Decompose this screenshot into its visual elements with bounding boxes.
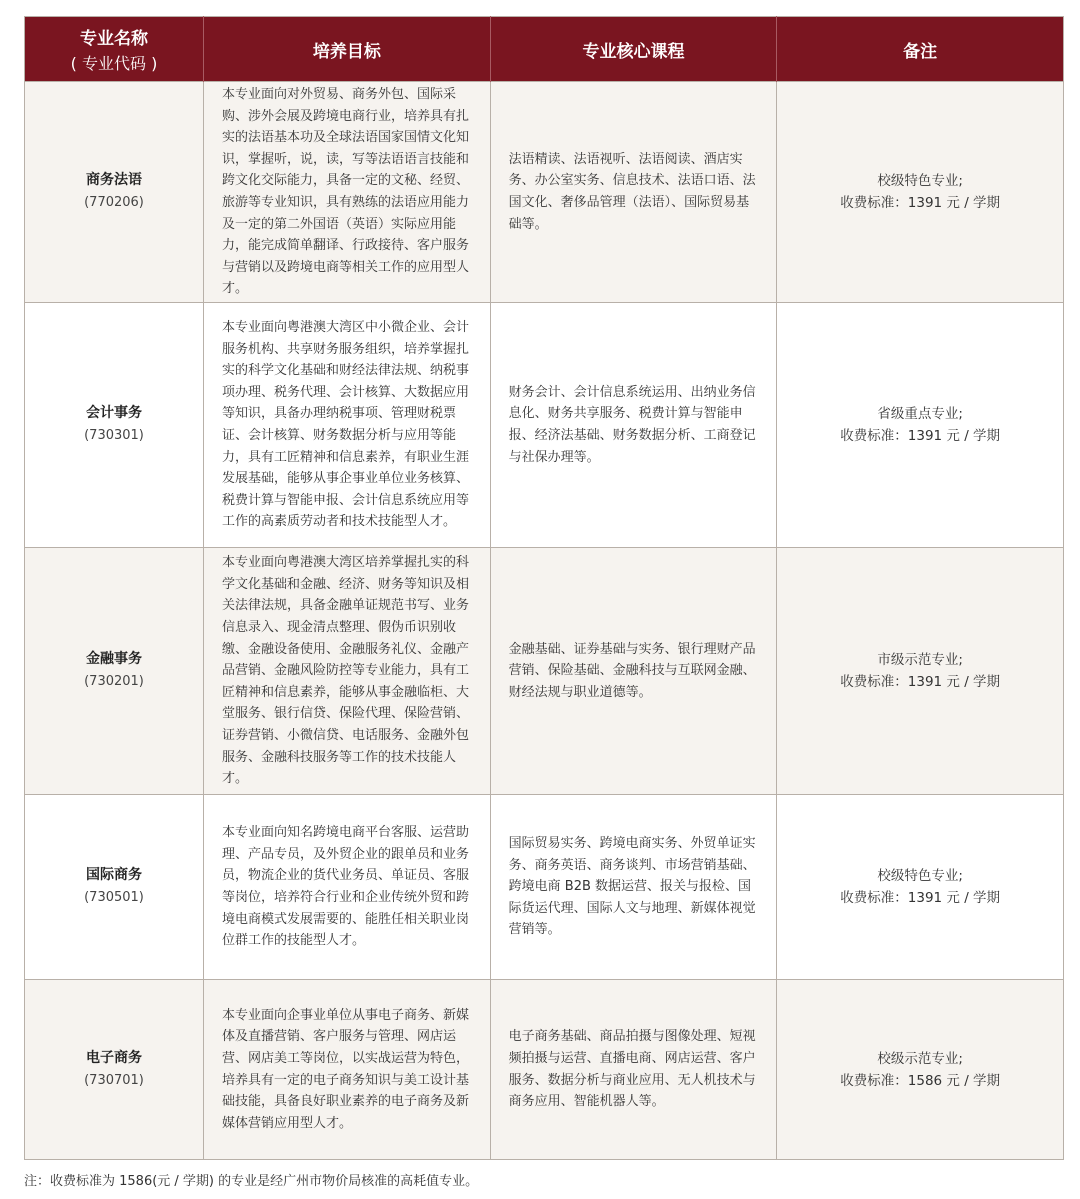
training-goal-text: 本专业面向企事业单位从事电子商务、新媒体及直播营销、客户服务与管理、网店运营、网店美工等岗位，以实战运营为特色，培养具有一定的电子商务知识与美工设计基础技能，具备良好职业素养的电子商务及新媒体营销应用型人才。 xyxy=(204,980,491,1160)
training-goal-text: 本专业面向知名跨境电商平台客服、运营助理、产品专员，及外贸企业的跟单员和业务员，物流企业的货代业务员、单证员、客服等岗位，培养符合行业和企业传统外贸和跨境电商模式发展需要的、能胜任相关职业岗位群工作的技能型人才。 xyxy=(204,795,491,980)
tuition-fee: 收费标准：1391 元 / 学期 xyxy=(840,674,1001,690)
major-level: 校级特色专业; xyxy=(877,173,963,189)
major-code: (730701) xyxy=(84,1072,144,1088)
table-row xyxy=(25,980,1064,1160)
major-code: (730301) xyxy=(84,428,144,443)
tuition-fee: 收费标准：1391 元 / 学期 xyxy=(840,428,1001,444)
major-name: 商务法语 xyxy=(86,172,142,189)
major-cell xyxy=(25,548,204,795)
training-goal-text: 本专业面向粤港澳大湾区中小微企业、会计服务机构、共享财务服务组织，培养掌握扎实的科学文化基础和财经法律法规、纳税事项办理、税务代理、会计核算、大数据应用等知识，具备办理纳税事项、管理财税票证、会计核算、财务数据分析与应用等能力，具有工匠精神和信息素养，有职业生涯发展基础，能够从事企事业单位业务核算、税费计算与智能申报、会计信息系统应用等工作的高素质劳动者和技术技能型人才。 xyxy=(204,303,491,548)
major-cell xyxy=(25,980,204,1160)
major-cell xyxy=(25,303,204,548)
table-row xyxy=(25,303,1064,548)
majors-table-wrapper xyxy=(24,16,1064,1160)
header-major-code-label: ( 专业代码 ) xyxy=(70,54,158,73)
header-major-name xyxy=(25,17,204,82)
major-name: 电子商务 xyxy=(86,1049,142,1066)
tuition-fee: 收费标准：1391 元 / 学期 xyxy=(840,890,1001,906)
header-remarks: 备注 xyxy=(777,17,1064,82)
major-cell xyxy=(25,795,204,980)
table-header-row xyxy=(25,17,1064,82)
header-training-goal: 培养目标 xyxy=(204,17,491,82)
header-major-name-label: 专业名称 xyxy=(80,29,148,49)
remarks-cell xyxy=(777,303,1064,548)
major-level: 市级示范专业; xyxy=(877,652,963,668)
table-row xyxy=(25,795,1064,980)
major-level: 校级示范专业; xyxy=(877,1050,963,1067)
core-courses-text: 法语精读、法语视听、法语阅读、酒店实务、办公室实务、信息技术、法语口语、法国文化、奢侈品管理（法语）、国际贸易基础等。 xyxy=(490,82,777,303)
major-name: 金融事务 xyxy=(86,651,142,668)
core-courses-text: 金融基础、证券基础与实务、银行理财产品营销、保险基础、金融科技与互联网金融、财经法规与职业道德等。 xyxy=(490,548,777,795)
core-courses-text: 财务会计、会计信息系统运用、出纳业务信息化、财务共享服务、税费计算与智能申报、经济法基础、财务数据分析、工商登记与社保办理等。 xyxy=(490,303,777,548)
table-row xyxy=(25,548,1064,795)
major-level: 省级重点专业; xyxy=(877,406,963,422)
training-goal-text: 本专业面向粤港澳大湾区培养掌握扎实的科学文化基础和金融、经济、财务等知识及相关法律法规，具备金融单证规范书写、业务信息录入、现金清点整理、假伪币识别收缴、金融设备使用、金融服务礼仪、金融产品营销、金融风险防控等专业能力，具有工匠精神和信息素养，能够从事金融临柜、大堂服务、银行信贷、保险代理、保险营销、证券营销、小微信贷、电话服务、金融外包服务、金融科技服务等工作的技术技能人才。 xyxy=(204,548,491,795)
tuition-fee: 收费标准：1391 元 / 学期 xyxy=(840,195,1001,211)
core-courses-text: 电子商务基础、商品拍摄与图像处理、短视频拍摄与运营、直播电商、网店运营、客户服务、数据分析与商业应用、无人机技术与商务应用、智能机器人等。 xyxy=(490,980,777,1160)
major-level: 校级特色专业; xyxy=(877,868,963,884)
header-core-courses: 专业核心课程 xyxy=(490,17,777,82)
major-code: (730501) xyxy=(84,890,144,905)
remarks-cell xyxy=(777,980,1064,1160)
core-courses-text: 国际贸易实务、跨境电商实务、外贸单证实务、商务英语、商务谈判、市场营销基础、跨境电商 B2B 数据运营、报关与报检、国际货运代理、国际人文与地理、新媒体视觉营销等。 xyxy=(490,795,777,980)
major-cell xyxy=(25,82,204,303)
remarks-cell xyxy=(777,82,1064,303)
major-name: 国际商务 xyxy=(86,867,142,884)
remarks-cell xyxy=(777,548,1064,795)
table-row xyxy=(25,82,1064,303)
remarks-cell xyxy=(777,795,1064,980)
majors-table xyxy=(24,16,1064,1160)
major-name: 会计事务 xyxy=(86,405,142,422)
major-code: (770206) xyxy=(84,195,144,210)
major-code: (730201) xyxy=(84,674,144,689)
footnote: 注：收费标准为 1586(元 / 学期) 的专业是经广州市物价局核准的高耗值专业。 xyxy=(24,1174,479,1189)
training-goal-text: 本专业面向对外贸易、商务外包、国际采购、涉外会展及跨境电商行业，培养具有扎实的法语基本功及全球法语国家国情文化知识，掌握听，说，读，写等法语语言技能和跨文化交际能力，具备一定的文秘、经贸、旅游等专业知识，具有熟练的法语应用能力及一定的第二外国语（英语）实际应用能力，能完成简单翻译、行政接待、客户服务与营销以及跨境电商等相关工作的应用型人才。 xyxy=(204,82,491,303)
tuition-fee: 收费标准：1586 元 / 学期 xyxy=(840,1072,1001,1089)
